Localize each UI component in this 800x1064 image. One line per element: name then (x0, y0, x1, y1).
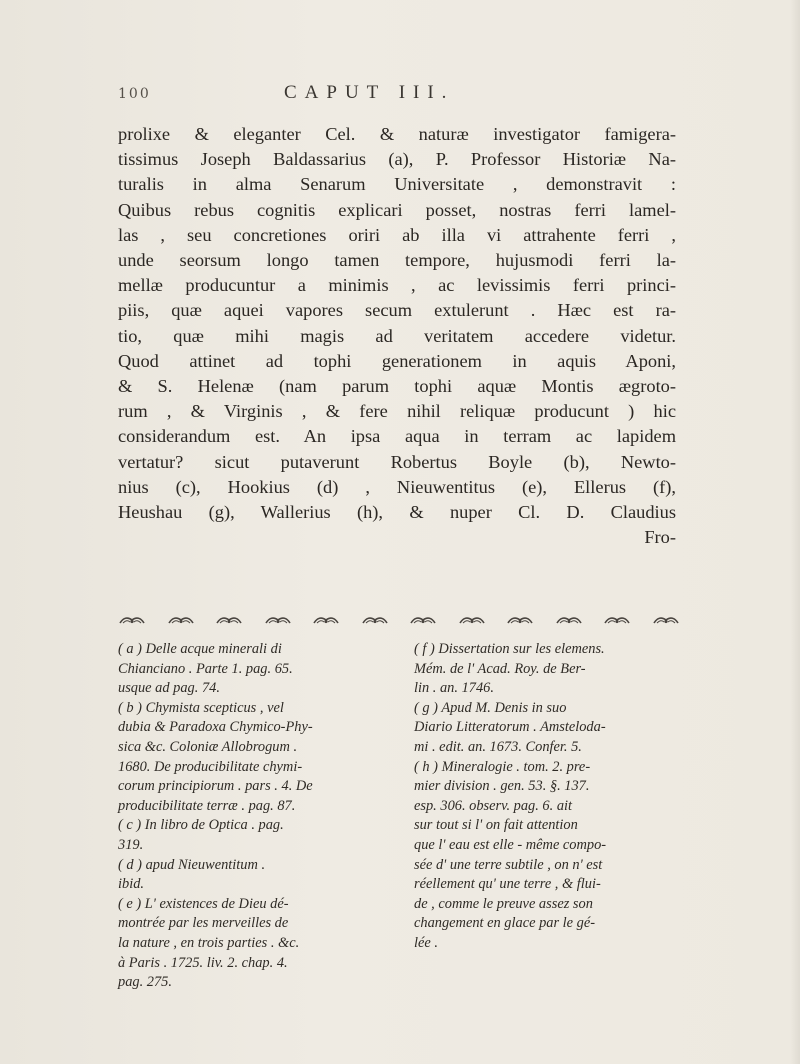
footnote-line: ( g ) Apud M. Denis in suo (414, 699, 567, 716)
footnote-line: pag. 275. (118, 974, 172, 991)
page-edge-shadow (790, 0, 800, 1064)
footnote-line: 1680. De producibilitate chymi- (118, 758, 303, 775)
text-line: mellæ producuntur a minimis , ac levissimis ferri princi- (118, 275, 676, 296)
fleuron-icon (409, 614, 437, 626)
footnote-line: dubia & Paradoxa Chymico-Phy- (118, 719, 313, 736)
fleuron-icon (312, 614, 340, 626)
text-line: piis, quæ aquei vapores secum extulerunt . Hæc est ra- (118, 300, 676, 321)
page-number: 100 (118, 86, 151, 102)
footnote-line: Diario Litteratorum . Amsteloda- (414, 719, 606, 736)
footnotes-left-column (118, 640, 388, 993)
text-line: Quibus rebus cognitis explicari posset, nostras ferri lamel- (118, 199, 676, 220)
fleuron-icon (361, 614, 389, 626)
footnote-line: ( e ) L' existences de Dieu dé- (118, 895, 289, 912)
text-line: nius (c), Hookius (d) , Nieuwentitus (e), Ellerus (f), (118, 476, 676, 497)
footnote-line: ibid. (118, 876, 144, 893)
footnote-line: 319. (118, 836, 144, 853)
footnote-line: réellement qu' une terre , & flui- (414, 876, 601, 893)
footnote-line: ( a ) Delle acque minerali di (118, 641, 282, 657)
text-line: & S. Helenæ (nam parum tophi aquæ Montis ægroto- (118, 376, 676, 397)
text-line: tio, quæ mihi magis ad veritatem accedere videtur. (118, 325, 676, 346)
footnote-line: mi . edit. an. 1673. Confer. 5. (414, 738, 582, 755)
fleuron-icon (215, 614, 243, 626)
running-title: CAPUT III. (284, 82, 455, 103)
fleuron-icon (652, 614, 680, 626)
footnote-line: sica &c. Coloniæ Allobrogum . (118, 738, 298, 755)
fleuron-icon (506, 614, 534, 626)
footnote-line: ( f ) Dissertation sur les elemens. (414, 641, 605, 657)
footnote-line: sur tout si l' on fait attention (414, 817, 578, 834)
footnotes-right-column (414, 640, 684, 954)
text-line: prolixe & eleganter Cel. & naturæ investigator famigera- (118, 124, 676, 144)
fleuron-icon (264, 614, 292, 626)
footnote-line: changement en glace par le gé- (414, 915, 596, 932)
footnote-line: producibilitate terræ . pag. 87. (118, 797, 296, 814)
footnote-line: la nature , en trois parties . &c. (118, 934, 300, 951)
fleuron-icon (167, 614, 195, 626)
footnote-line: que l' eau est elle - même compo- (414, 836, 607, 853)
text-line: rum , & Virginis , & fere nihil reliquæ producunt ) hic (118, 401, 676, 422)
footnote-line: à Paris . 1725. liv. 2. chap. 4. (118, 954, 288, 971)
footnote-line: corum principiorum . pars . 4. De (118, 778, 313, 795)
text-line: vertatur? sicut putaverunt Robertus Boyle (b), Newto- (118, 451, 676, 472)
footnote-line: sée d' une terre subtile , on n' est (414, 856, 603, 873)
text-line: unde seorsum longo tamen tempore, hujusmodi ferri la- (118, 250, 676, 271)
text-line: tissimus Joseph Baldassarius (a), P. Professor Historiæ Na- (118, 149, 676, 170)
fleuron-icon (603, 614, 631, 626)
text-line: Quod attinet ad tophi generationem in aquis Aponi, (118, 350, 676, 371)
footnote-line: ( c ) In libro de Optica . pag. (118, 817, 284, 834)
ornament-divider (118, 610, 680, 630)
text-line: las , seu concretiones oriri ab illa vi attrahente ferri , (118, 224, 676, 245)
fleuron-icon (555, 614, 583, 626)
fleuron-icon (458, 614, 486, 626)
fleuron-icon (118, 614, 146, 626)
text-line: Fro- (644, 527, 676, 548)
footnote-line: ( b ) Chymista scepticus , vel (118, 699, 284, 716)
text-line: considerandum est. An ipsa aqua in terram ac lapidem (118, 426, 676, 447)
footnote-line: esp. 306. observ. pag. 6. ait (414, 797, 573, 814)
main-text (118, 122, 676, 550)
footnote-line: usque ad pag. 74. (118, 680, 220, 697)
text-line: Heushau (g), Wallerius (h), & nuper Cl. D. Claudius (118, 502, 676, 523)
footnote-line: lée . (414, 934, 438, 951)
footnote-line: de , comme le preuve assez son (414, 895, 593, 912)
text-line: turalis in alma Senarum Universitate , demonstravit : (118, 174, 676, 195)
footnote-line: ( d ) apud Nieuwentitum . (118, 856, 266, 873)
footnote-line: Chianciano . Parte 1. pag. 65. (118, 660, 293, 677)
footnote-line: lin . an. 1746. (414, 680, 494, 697)
page-header (118, 84, 678, 110)
footnote-line: mier division . gen. 53. §. 137. (414, 778, 590, 795)
footnote-line: montrée par les merveilles de (118, 915, 289, 932)
footnote-line: Mém. de l' Acad. Roy. de Ber- (414, 660, 586, 677)
footnote-line: ( h ) Mineralogie . tom. 2. pre- (414, 758, 591, 775)
